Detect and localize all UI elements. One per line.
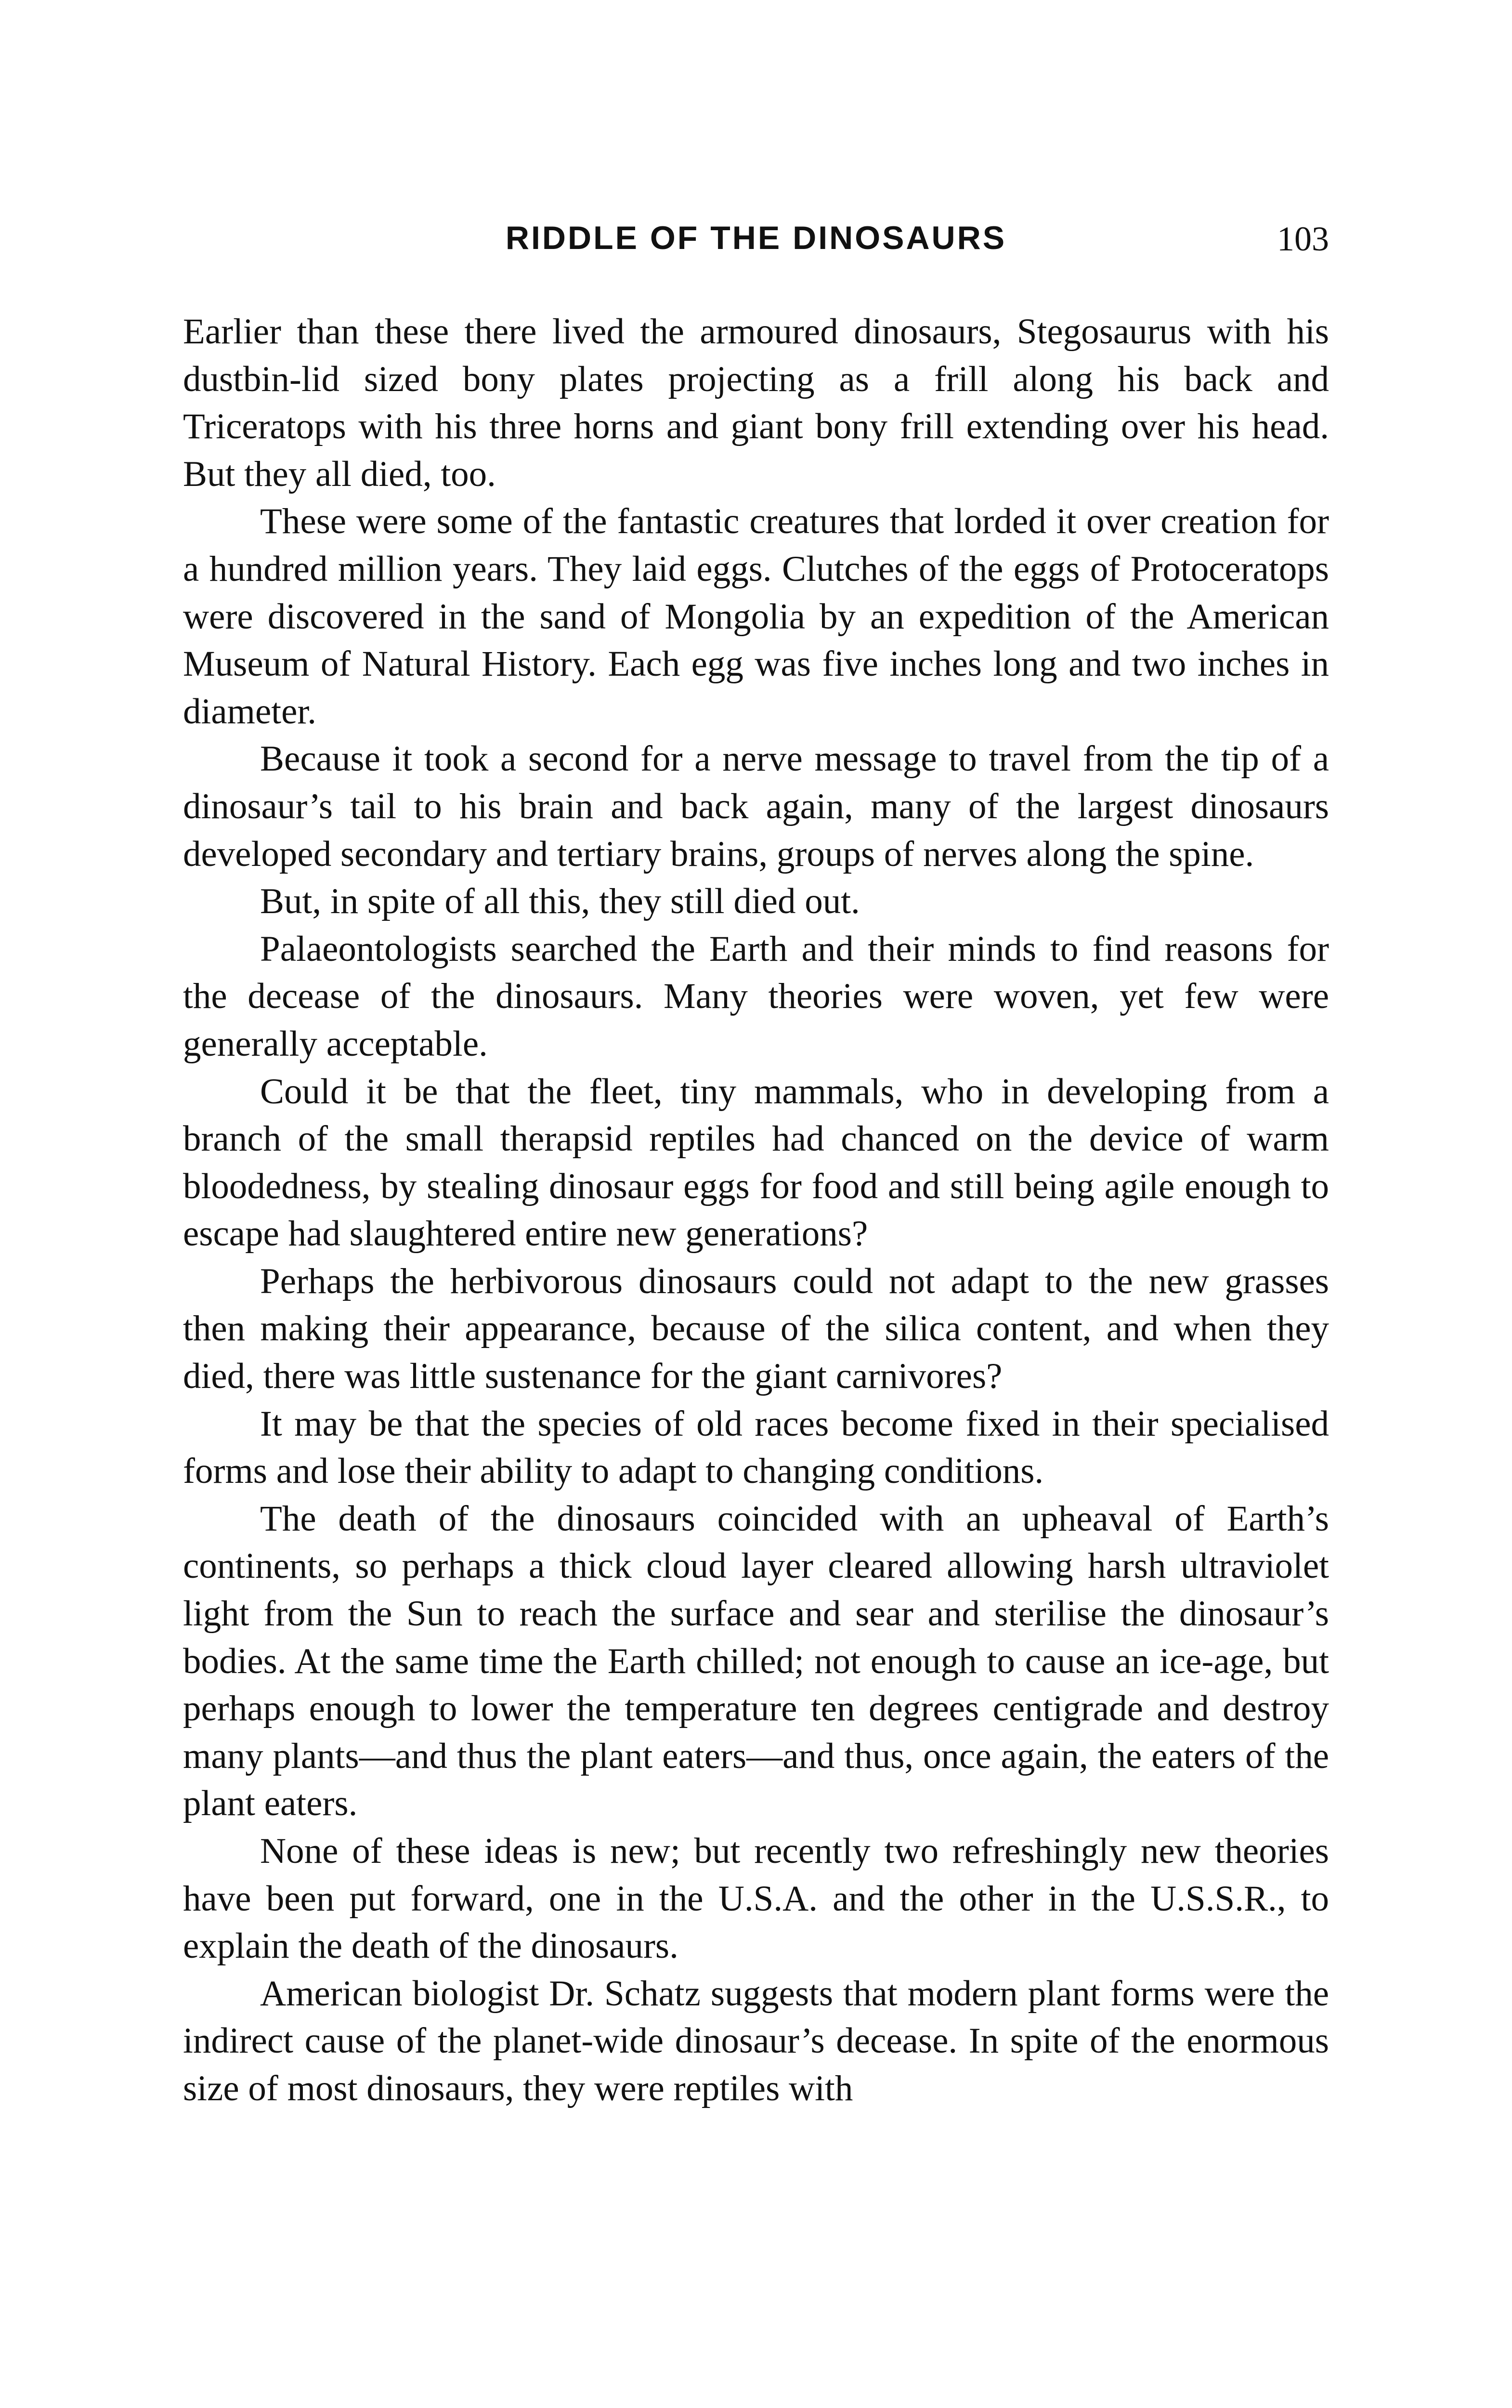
body-text — [183, 308, 1329, 2113]
paragraph: It may be that the species of old races become fixed in their specialised forms and lose their ability to adapt to changing conditions. — [183, 1403, 1329, 1492]
paragraph: But, in spite of all this, they still died out. — [260, 881, 860, 922]
page-number: 103 — [1277, 220, 1329, 258]
paragraph: American biologist Dr. Schatz suggests that modern plant forms were the indirect cause of the planet-wide dinosaur’s decease. In spite of the enormous size of most dinosaurs, they were reptiles with — [183, 1973, 1329, 2108]
paragraph: None of these ideas is new; but recently two refreshingly new theories have been put forward, one in the U.S.A. and the other in the U.S.S.R., to explain the death of the dinosaurs. — [183, 1831, 1329, 1966]
paragraph: Palaeontologists searched the Earth and their minds to find reasons for the decease of the dinosaurs. Many theories were woven, yet few were generally acceptable. — [183, 929, 1329, 1064]
paragraph: Perhaps the herbivorous dinosaurs could not adapt to the new grasses then making their appearance, because of the silica content, and when they died, there was little sustenance for the giant carnivores? — [183, 1261, 1329, 1397]
paragraph: Earlier than these there lived the armoured dinosaurs, Stegosaurus with his dustbin-lid sized bony plates projecting as a frill along his back and Triceratops with his three horns and giant bony frill extending over his head. But they all died, too. — [183, 312, 1329, 494]
paragraph: Because it took a second for a nerve message to travel from the tip of a dinosaur’s tail to his brain and back again, many of the largest dinosaurs developed secondary and tertiary brains, groups of nerves along the spine. — [183, 739, 1329, 874]
paragraph: The death of the dinosaurs coincided with an upheaval of Earth’s continents, so perhaps a thick cloud layer cleared allowing harsh ultraviolet light from the Sun to reach the surface and sear and sterilise the dinosaur’s bodies. At the same time the Earth chilled; not enough to cause an ice-age, but perhaps enough to lower the temperature ten degrees centigrade and destroy many plants—and thus the plant eaters—and thus, once again, the eaters of the plant eaters. — [183, 1498, 1329, 1824]
page-header — [183, 219, 1329, 277]
paragraph: Could it be that the fleet, tiny mammals, who in developing from a branch of the small therapsid reptiles had chanced on the device of warm bloodedness, by stealing dinosaur eggs for food and still being agile enough to escape had slaughtered entire new generations? — [183, 1071, 1329, 1254]
running-title: RIDDLE OF THE DINOSAURS — [505, 220, 1007, 256]
paragraph: These were some of the fantastic creatures that lorded it over creation for a hundred million years. They laid eggs. Clutches of the eggs of Protoceratops were discovered in the sand of Mongolia by an expedition of the American Museum of Natural History. Each egg was five inches long and two inches in diameter. — [183, 501, 1329, 732]
